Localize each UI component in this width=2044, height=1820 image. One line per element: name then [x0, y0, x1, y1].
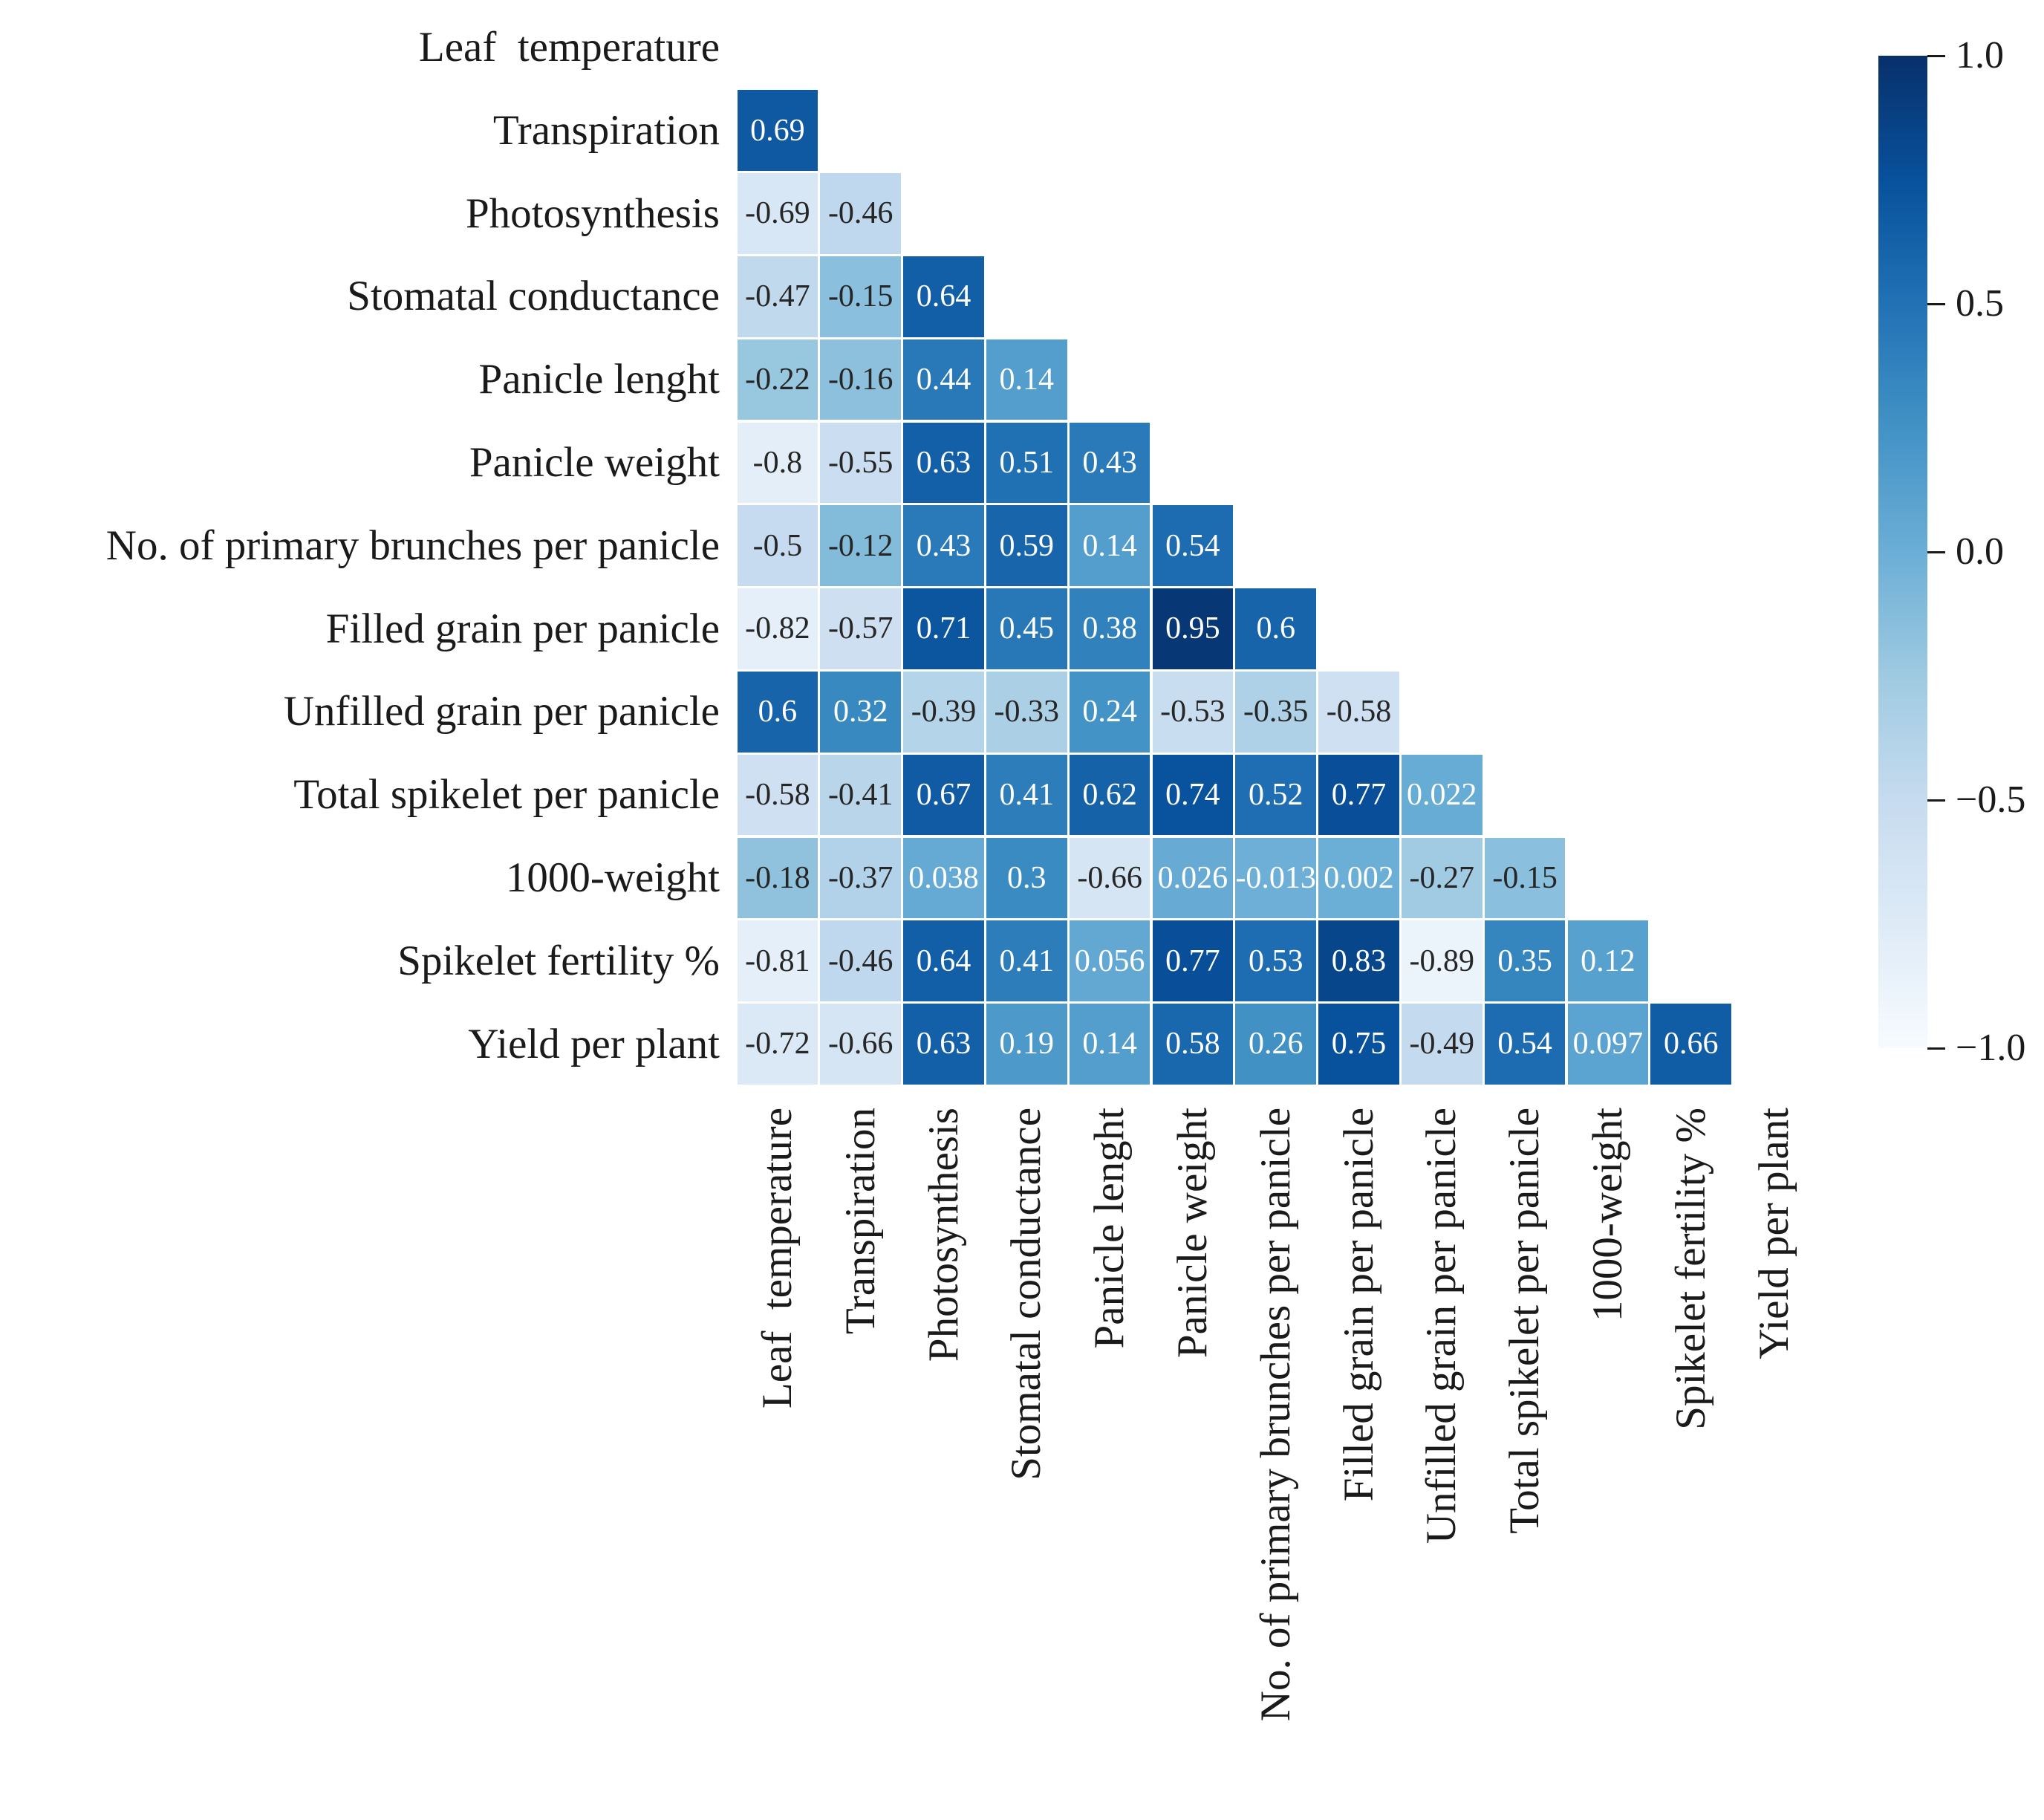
- heatmap-cell: -0.69: [738, 173, 818, 254]
- heatmap-cell: -0.013: [1235, 838, 1316, 919]
- heatmap-cell: -0.58: [1318, 672, 1399, 753]
- heatmap-cell: 0.95: [1153, 588, 1234, 669]
- x-axis-label: No. of primary brunches per panicle: [1252, 1108, 1299, 1722]
- x-axis-label: Unfilled grain per panicle: [1418, 1108, 1465, 1544]
- heatmap-cell: 0.64: [903, 256, 984, 337]
- y-axis-label: Unfilled grain per panicle: [283, 688, 720, 735]
- heatmap-cell: -0.53: [1153, 672, 1234, 753]
- heatmap-cell: -0.57: [820, 588, 901, 669]
- heatmap-cell: 0.038: [903, 838, 984, 919]
- colorbar-tick-label: 0.0: [1956, 530, 2004, 573]
- y-axis-label: No. of primary brunches per panicle: [105, 521, 720, 569]
- heatmap-cell: 0.45: [986, 588, 1067, 669]
- heatmap-cell: -0.41: [820, 755, 901, 836]
- colorbar-tick-label: 0.5: [1956, 282, 2004, 325]
- heatmap-cell: 0.6: [738, 672, 818, 753]
- heatmap-cell: 0.44: [903, 339, 984, 420]
- heatmap-cell: -0.35: [1235, 672, 1316, 753]
- heatmap-cell: 0.74: [1153, 755, 1234, 836]
- heatmap-cell: 0.67: [903, 755, 984, 836]
- heatmap-cell: 0.75: [1318, 1004, 1399, 1085]
- colorbar-tick-label: −1.0: [1956, 1027, 2026, 1069]
- y-axis-label: Filled grain per panicle: [325, 605, 720, 652]
- heatmap-cell: 0.43: [903, 505, 984, 586]
- heatmap-cell: 0.19: [986, 1004, 1067, 1085]
- heatmap-cell: 0.71: [903, 588, 984, 669]
- y-axis-label: Yield per plant: [468, 1020, 720, 1067]
- heatmap-cell: -0.49: [1402, 1004, 1482, 1085]
- heatmap-cell: 0.41: [986, 755, 1067, 836]
- y-axis-label: 1000-weight: [505, 854, 720, 901]
- colorbar-tick-mark: [1927, 799, 1945, 802]
- heatmap-cell: 0.6: [1235, 588, 1316, 669]
- heatmap-cell: 0.52: [1235, 755, 1316, 836]
- heatmap-cell: 0.35: [1485, 920, 1566, 1001]
- heatmap-cell: -0.15: [820, 256, 901, 337]
- heatmap-cell: 0.097: [1568, 1004, 1649, 1085]
- y-axis-label: Spikelet fertility %: [397, 937, 720, 984]
- heatmap-cell: 0.58: [1153, 1004, 1234, 1085]
- heatmap-cell: -0.81: [738, 920, 818, 1001]
- heatmap-cell: 0.53: [1235, 920, 1316, 1001]
- heatmap-cell: 0.77: [1153, 920, 1234, 1001]
- heatmap-cell: 0.54: [1153, 505, 1234, 586]
- heatmap-cell: -0.66: [1070, 838, 1150, 919]
- y-axis-label: Panicle lenght: [478, 356, 720, 403]
- heatmap-cell: -0.18: [738, 838, 818, 919]
- heatmap-cell: 0.24: [1070, 672, 1150, 753]
- heatmap-cell: -0.55: [820, 423, 901, 504]
- heatmap-cell: -0.39: [903, 672, 984, 753]
- heatmap-cell: -0.12: [820, 505, 901, 586]
- heatmap-cell: -0.5: [738, 505, 818, 586]
- heatmap-cell: 0.026: [1153, 838, 1234, 919]
- heatmap-cell: 0.14: [1070, 1004, 1150, 1085]
- heatmap-cell: 0.41: [986, 920, 1067, 1001]
- heatmap-cell: -0.33: [986, 672, 1067, 753]
- y-axis-label: Total spikelet per panicle: [293, 771, 720, 819]
- colorbar-gradient: [1878, 56, 1927, 1048]
- heatmap-cell: 0.3: [986, 838, 1067, 919]
- heatmap-cell: 0.38: [1070, 588, 1150, 669]
- heatmap-cell: 0.022: [1402, 755, 1482, 836]
- colorbar-tick-label: −0.5: [1956, 779, 2026, 821]
- heatmap-cell: 0.66: [1650, 1004, 1731, 1085]
- heatmap-cell: 0.32: [820, 672, 901, 753]
- heatmap-cell: -0.37: [820, 838, 901, 919]
- y-axis-label: Transpiration: [492, 106, 720, 154]
- heatmap-cell: -0.22: [738, 339, 818, 420]
- colorbar-tick-mark: [1927, 55, 1945, 57]
- heatmap-cell: 0.69: [738, 90, 818, 171]
- y-axis-label: Leaf temperature: [418, 23, 720, 71]
- x-axis-label: Leaf temperature: [753, 1108, 801, 1409]
- x-axis-label: Photosynthesis: [920, 1108, 967, 1362]
- x-axis-label: 1000-weight: [1584, 1108, 1631, 1322]
- heatmap-cell: -0.89: [1402, 920, 1482, 1001]
- heatmap-cell: 0.51: [986, 423, 1067, 504]
- colorbar-tick-mark: [1927, 1047, 1945, 1050]
- heatmap-cell: -0.8: [738, 423, 818, 504]
- heatmap-cell: 0.64: [903, 920, 984, 1001]
- heatmap-cell: 0.83: [1318, 920, 1399, 1001]
- heatmap-cell: 0.63: [903, 423, 984, 504]
- x-axis-label: Total spikelet per panicle: [1501, 1108, 1549, 1535]
- heatmap-cell: -0.46: [820, 920, 901, 1001]
- heatmap-cell: 0.59: [986, 505, 1067, 586]
- heatmap-cell: 0.43: [1070, 423, 1150, 504]
- x-axis-label: Panicle lenght: [1086, 1108, 1133, 1349]
- heatmap-cell: 0.54: [1485, 1004, 1566, 1085]
- heatmap-cell: 0.056: [1070, 920, 1150, 1001]
- heatmap-cell: 0.63: [903, 1004, 984, 1085]
- heatmap-cell: -0.27: [1402, 838, 1482, 919]
- heatmap-cell: 0.62: [1070, 755, 1150, 836]
- x-axis-label: Filled grain per panicle: [1335, 1108, 1382, 1502]
- y-axis-label: Photosynthesis: [465, 189, 720, 237]
- colorbar-tick-mark: [1927, 303, 1945, 305]
- x-axis-label: Transpiration: [836, 1108, 884, 1335]
- y-axis-label: Stomatal conductance: [347, 273, 720, 320]
- heatmap-cell: -0.66: [820, 1004, 901, 1085]
- heatmap-cell: -0.16: [820, 339, 901, 420]
- heatmap-cell: -0.82: [738, 588, 818, 669]
- heatmap-cell: -0.58: [738, 755, 818, 836]
- heatmap-cell: 0.14: [1070, 505, 1150, 586]
- heatmap-cell: 0.14: [986, 339, 1067, 420]
- colorbar-tick-label: 1.0: [1956, 34, 2004, 77]
- heatmap-cell: -0.15: [1485, 838, 1566, 919]
- colorbar-tick-mark: [1927, 551, 1945, 553]
- x-axis-label: Stomatal conductance: [1003, 1108, 1050, 1481]
- x-axis-label: Spikelet fertility %: [1667, 1108, 1714, 1431]
- y-axis-label: Panicle weight: [469, 438, 720, 486]
- heatmap-cell: 0.12: [1568, 920, 1649, 1001]
- heatmap-cell: -0.47: [738, 256, 818, 337]
- heatmap-cell: -0.46: [820, 173, 901, 254]
- heatmap-cell: 0.77: [1318, 755, 1399, 836]
- x-axis-label: Yield per plant: [1750, 1108, 1797, 1360]
- x-axis-label: Panicle weight: [1168, 1108, 1216, 1359]
- heatmap-cell: 0.002: [1318, 838, 1399, 919]
- heatmap-cell: 0.26: [1235, 1004, 1316, 1085]
- heatmap-cell: -0.72: [738, 1004, 818, 1085]
